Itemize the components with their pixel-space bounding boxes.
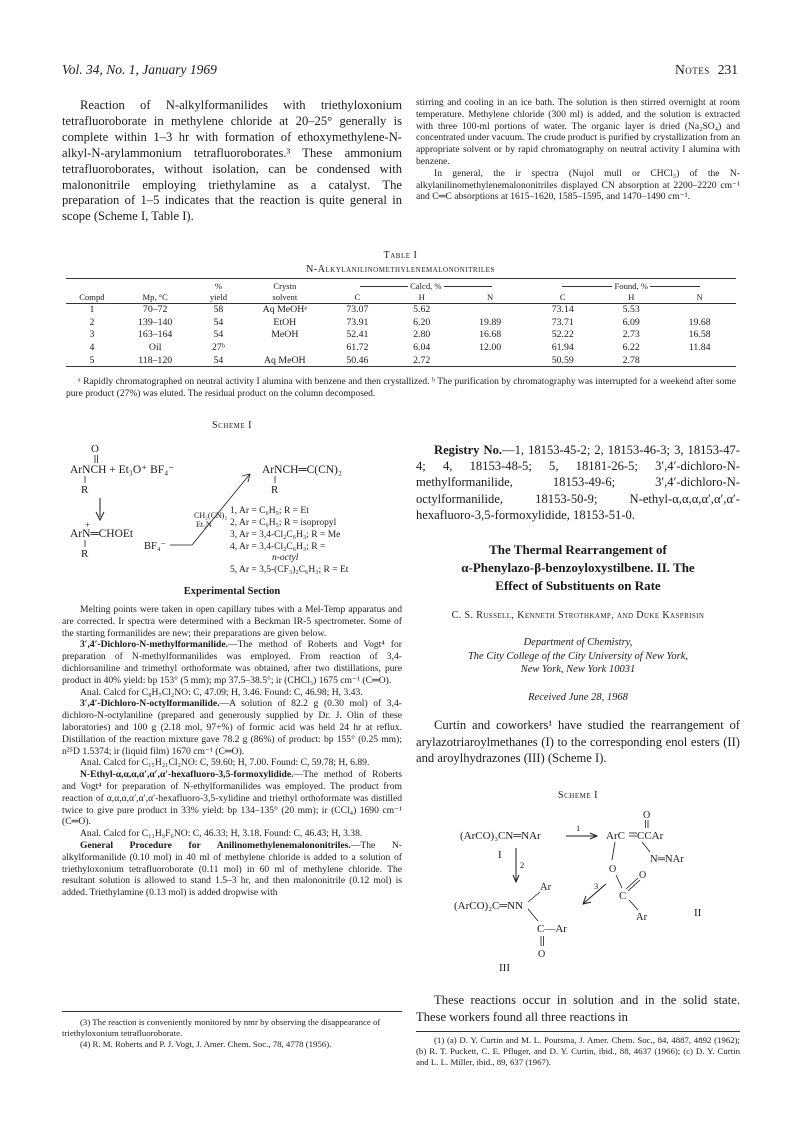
- procedure-text: stirring and cooling in an ice bath. The solution is then stirred overnight at room temperature. Methylene chloride (300 ml) is added, and the solution is extracted with three 100-ml portions of water. The organic layer is dried (Na₂SO₄) and concentrated under vacuum. The crude product is purified by crystallization from an appropriate solvent or by rapid chromatography on neutral activity I alumina with benzene.: [416, 97, 740, 167]
- experimental-para: [62, 769, 402, 828]
- page-number: 231: [717, 62, 738, 77]
- experimental-para: [62, 840, 402, 899]
- table-head-cell: H: [390, 291, 454, 303]
- o-ester: O: [609, 864, 617, 875]
- bond-line: [528, 892, 540, 902]
- table-head-cell: C: [325, 291, 389, 303]
- table-cell: Oil: [148, 342, 162, 354]
- table-cell: 54: [213, 329, 224, 341]
- table-cell: MeOH: [271, 329, 299, 341]
- compound-III-formula: (ArCO)₂C═NN: [454, 900, 524, 912]
- table-row: [66, 316, 736, 329]
- article-title: [416, 541, 740, 595]
- table-cell: 6.20: [413, 316, 431, 328]
- compound-heading: 3′,4′-Dichloro-N-octylformanilide.: [80, 698, 220, 710]
- table-header: [66, 291, 736, 303]
- arc-label: ArC: [606, 830, 625, 842]
- table-cell: 73.91: [346, 316, 369, 328]
- table-cell: 61.94: [551, 342, 574, 354]
- registry-paragraph: [416, 442, 740, 523]
- arrow-3-label: 3: [594, 881, 599, 891]
- article-intro: Curtin and coworkers¹ have studied the rearrangement of arylazotriaroylmethanes (I) to the corresponding enol esters (II) and aroylhydrazones (III) (Scheme I).: [416, 718, 740, 766]
- table-head-cell: solvent: [244, 291, 325, 303]
- found-group-header: [526, 280, 736, 291]
- table-head-cell: C: [526, 291, 599, 303]
- table-cell: 1: [89, 304, 95, 316]
- table-cell: 4: [89, 342, 95, 354]
- table-cell: 50.46: [325, 354, 389, 367]
- reactant-r: R: [81, 484, 89, 496]
- table-head-cell: yield: [193, 291, 245, 303]
- table-head-cell: H: [599, 291, 663, 303]
- table-head-cell: N: [663, 291, 736, 303]
- table-cell: 16.58: [688, 329, 711, 341]
- running-head-page: [675, 62, 738, 78]
- compound-2: 2, Ar = C₆H₅; R = isopropyl: [230, 518, 337, 528]
- n-nar-label: N═NAr: [650, 854, 684, 865]
- table-cell: 16.68: [479, 329, 502, 341]
- table-cell: [454, 303, 527, 316]
- table-head-cell: Crystn: [273, 280, 297, 291]
- affiliation-line: New York, New York 10031: [520, 664, 636, 675]
- footnote-rule-right: [416, 1031, 740, 1032]
- footnotes-left: [62, 1017, 402, 1049]
- carbonyl-o: O: [91, 443, 99, 455]
- table-header-top: [66, 280, 736, 291]
- table-cell: 54: [193, 354, 245, 367]
- table-cell: [663, 354, 736, 367]
- experimental-heading: Experimental Section: [183, 586, 281, 597]
- registry-text: —1, 18153-45-2; 2, 18153-46-3; 3, 18153-47-4; 4, 18153-48-5; 5, 18181-26-5; 3′,4′-dichloro-N-methylformanilide, 18153-49-6; 3′,4′-dichloro-N-octylformanilide, 18153-50-9; N-ethyl-α,α,α,α′,α′,α′-hexafluoro-3,5-formoxylidide, 18153-51-0.: [416, 443, 740, 522]
- procedure-continuation: [416, 97, 740, 203]
- table-cell: 73.14: [551, 304, 574, 316]
- table-cell: 52.41: [346, 329, 369, 341]
- table-cell: 6.04: [413, 342, 431, 354]
- table-cell: 6.09: [622, 316, 640, 328]
- experimental-body: [62, 604, 402, 899]
- analysis-line: Anal. Calcd for C₁₁H₉F₆NO: C, 46.33; H, 3.18. Found: C, 46.43; H, 3.38.: [80, 828, 363, 840]
- o-top: O: [643, 810, 651, 821]
- compound-III-label: III: [499, 962, 510, 974]
- table-cell: 27ᵇ: [212, 342, 225, 354]
- table-head-cell: %: [214, 280, 223, 291]
- registry-heading: Registry No.: [434, 443, 503, 457]
- table-cell: 163–164: [138, 329, 173, 341]
- bond-line: [629, 900, 638, 910]
- compound-I-label: I: [498, 849, 502, 861]
- reactant-formula: ArNCH + Et₃O⁺ BF₄⁻: [70, 464, 175, 476]
- data-table: [66, 280, 736, 367]
- intermediate-formula: ArN═CHOEt: [70, 528, 134, 540]
- table-footnote: ᵃ Rapidly chromatographed on neutral activity I alumina with benzene and then crystallized. ᵇ The purification by chromatography was interrupted for a weekend after some pure product (27%) was eluted. The residual product on the column decomposed.: [66, 377, 736, 399]
- table-head-cell: N: [454, 291, 527, 303]
- experimental-para: [62, 698, 402, 757]
- footnote-rule-left: [62, 1011, 402, 1012]
- table-cell: 11.84: [688, 342, 711, 354]
- product-formula: ArNCH═C(CN)₂: [262, 464, 342, 476]
- table-head-cell: Mp, °C: [118, 291, 193, 303]
- compound-text: —A solution of 82.2 g (0.30 mol) of 3,4-dichloro-N-octylaniline (prepared and generously supplied by Dr. J. Olin of these laboratories) and 100 g (2.18 mol, 97+%) of formic acid was held 24 hr at reflux. Distillation of the reaction mixture gave 78.2 g (86%) of product: bp 155° (0.25 mm); n²⁵D 1.5374; ir (liquid film) 1670 cm⁻¹ (C═O).: [62, 698, 402, 757]
- compound-II-label: II: [694, 907, 702, 919]
- table-cell: 19.68: [688, 316, 711, 328]
- table-cell: 19.89: [479, 316, 502, 328]
- bond-line: [616, 875, 622, 888]
- reagent-triethylamine: Et₃N: [196, 520, 212, 529]
- ccar-label: CCAr: [637, 830, 664, 842]
- table-cell: Aq MeOHᵃ: [262, 304, 307, 316]
- product-r: R: [271, 484, 279, 496]
- scheme-diagram-right: [416, 806, 740, 976]
- table-cell: 5: [66, 354, 118, 367]
- table-head-cell: [66, 280, 118, 291]
- table-cell: 61.72: [346, 342, 369, 354]
- table-cell: 73.71: [551, 316, 574, 328]
- article-para: These reactions occur in solution and in the solid state. These workers found all three reactions in: [416, 993, 740, 1024]
- table-title: N-Alkylanilinomethylenemalononitriles: [306, 264, 495, 275]
- table-cell: 73.07: [346, 304, 369, 316]
- table-cell: 2: [89, 316, 95, 328]
- affiliation: [416, 636, 740, 677]
- scheme-diagram-left: [62, 436, 407, 576]
- received-date: Received June 28, 1968: [528, 692, 628, 703]
- table-cell: [663, 303, 736, 316]
- table-cell: 139–140: [138, 316, 173, 328]
- compound-4-cont: n-octyl: [272, 553, 299, 563]
- title-line: Effect of Substituents on Rate: [495, 578, 661, 593]
- compound-1: 1, Ar = C₆H₅; R = Et: [230, 506, 309, 516]
- bond-line: [642, 842, 650, 852]
- section-name: Notes: [675, 62, 710, 77]
- compound-heading: 3′,4′-Dichloro-N-methylformanilide.: [80, 639, 229, 651]
- table-cell: 52.22: [551, 329, 574, 341]
- o-bottom: O: [538, 949, 546, 960]
- ir-paragraph: In general, the ir spectra (Nujol mull or CHCl₃) of the N-alkylanilinomethylenemalononitriles displayed CN absorption at 2200–2220 cm⁻¹ and C═C absorptions at 1615–1620, 1585–1595, and 1470–1490 cm⁻¹.: [416, 167, 740, 203]
- arrow-1-label: 1: [576, 823, 581, 833]
- footnote-3: (3) The reaction is conveniently monitored by nmr by observing the disappearance of triethyloxonium tetrafluoroborate.: [62, 1017, 381, 1038]
- analysis-line: Anal. Calcd for C₁₅H₂₁Cl₂NO: C, 59.60; H, 7.00. Found: C, 59.78; H, 6.89.: [80, 757, 370, 769]
- table-cell: 3: [89, 329, 95, 341]
- table-row: [66, 341, 736, 354]
- compound-3: 3, Ar = 3,4-Cl₂C₆H₃; R = Me: [230, 530, 341, 540]
- intro-paragraph: Reaction of N-alkylformanilides with triethyloxonium tetrafluoroborate in methylene chloride at 20–25° generally is complete within 1–3 hr with formation of ethoxymethylene-N-alkyl-N-arylammonium tetrafluoroborates.³ These ammonium tetrafluoroborates, without isolation, can be condensed with malononitrile employing triethylamine as a catalyst. The preparation of 1–5 indicates that the reaction is quite general in scope (Scheme I, Table I).: [62, 98, 402, 224]
- table-cell: [244, 341, 325, 354]
- compound-5: 5, Ar = 3,5-(CF₃)₂C₆H₃; R = Et: [230, 565, 349, 575]
- table-cell: 50.59: [526, 354, 599, 367]
- footnote-4: (4) R. M. Roberts and P. J. Vogt, J. Amer. Chem. Soc., 78, 4778 (1956).: [80, 1038, 332, 1049]
- compound-I-formula: (ArCO)₃CN═NAr: [460, 830, 541, 842]
- table-cell: 54: [213, 316, 224, 328]
- ar-label: Ar: [540, 882, 552, 893]
- experimental-intro: Melting points were taken in open capillary tubes with a Mel-Temp apparatus and are corrected. Ir spectra were determined with a Beckman IR-5 spectrometer. Some of the starting formanilides are new; their preparations are given below.: [62, 604, 402, 639]
- compound-heading: N-Ethyl-α,α,α,α′,α′,α′-hexafluoro-3,5-formoxylidide.: [80, 769, 294, 781]
- plus-charge: +: [85, 520, 91, 530]
- c-ar-label: C—Ar: [537, 923, 567, 935]
- scheme-label-left: Scheme I: [212, 420, 252, 431]
- table-cell: EtOH: [273, 316, 297, 328]
- table-cell: 5.53: [622, 304, 640, 316]
- affiliation-line: The City College of the City University of New York,: [467, 650, 689, 662]
- affiliation-line: Department of Chemistry,: [523, 637, 633, 648]
- procedure-heading: General Procedure for Anilinomethylenemalononitriles.: [80, 839, 351, 851]
- calcd-group-header: [325, 280, 526, 291]
- experimental-para: [62, 639, 402, 686]
- table-row: [66, 354, 736, 367]
- compound-text: —The method of Roberts and Vogt⁴ for preparation of N-methylformanilides was employed. From reaction of 3,4-dichloroaniline and trimethyl orthoformate was obtained, after two distillations, pure product in 40% yield: bp 153° (5 mm); mp 37.5–38.5°; ir (CHCl₃) 1675 cm⁻¹ (C═O).: [62, 639, 402, 686]
- found-label: Found, %: [614, 280, 648, 291]
- bond-line: [612, 842, 615, 860]
- table-cell: 2.72: [390, 354, 454, 367]
- running-head-journal: Vol. 34, No. 1, January 1969: [62, 62, 217, 77]
- table-head-cell: Compd: [66, 291, 118, 303]
- reagent-malononitrile: CH₂(CN)₂: [194, 511, 228, 520]
- scheme-label-right: Scheme I: [558, 790, 598, 801]
- table-row: [66, 329, 736, 342]
- analysis-line: Anal. Calcd for C₈H₇Cl₂NO: C, 47.09; H, 3.46. Found: C, 46.98; H, 3.43.: [80, 686, 363, 698]
- title-line: The Thermal Rearrangement of: [489, 542, 667, 557]
- table-cell: Aq MeOH: [244, 354, 325, 367]
- intermediate-r: R: [81, 548, 89, 560]
- calcd-label: Calcd, %: [410, 280, 442, 291]
- table-cell: 12.00: [479, 342, 502, 354]
- table-row: [66, 303, 736, 316]
- compound-4: 4, Ar = 3,4-Cl₂C₆H₃; R =: [230, 542, 326, 552]
- o-carbonyl: O: [639, 870, 647, 881]
- c-ester: C: [619, 890, 627, 902]
- table-cell: [454, 354, 527, 367]
- compound-text: —The method of Roberts and Vogt⁴ for preparation of N-ethylformanilides was employed. The product from reaction of α,α,α,α′,α′,α′-hexafluoro-3,5-xylidine and triethyl orthoformate was distilled twice to give pure product in 33% yield: bp 134–135° (20 mm); ir (CCl₄) 1690 cm⁻¹ (C═O).: [62, 769, 402, 828]
- table-label: Table I: [383, 250, 418, 261]
- table-cell: 2.73: [622, 329, 640, 341]
- intermediate-bf4: BF₄⁻: [144, 541, 167, 552]
- table-top-rule: [66, 278, 736, 279]
- bond-line: [528, 909, 538, 921]
- procedure-text: —The N-alkylformanilide (0.10 mol) in 40 ml of methylene chloride is added to a solution of triethyloxonium tetrafluoroborate (0.11 mol) in 60 ml of methylene chloride. The resultant solution is allowed to stand 1.5–3 hr, and then malononitrile (0.12 mol) is added. Triethylamine (0.13 mol) is added dropwise with: [62, 839, 402, 899]
- table-cell: 58: [213, 304, 224, 316]
- table-cell: 2.78: [599, 354, 663, 367]
- table-cell: 70–72: [142, 304, 168, 316]
- table-cell: 6.22: [622, 342, 640, 354]
- table-cell: 2.80: [413, 329, 431, 341]
- arrow-2-label: 2: [520, 860, 525, 870]
- table-head-cell: [118, 280, 193, 291]
- title-line: α-Phenylazo-β-benzoyloxystilbene. II. The: [461, 560, 695, 575]
- ar-label: Ar: [636, 912, 648, 923]
- table-cell: 118–120: [118, 354, 193, 367]
- table-cell: 5.62: [413, 304, 431, 316]
- footnotes-right: [416, 1035, 740, 1067]
- article-authors: C. S. Russell, Kenneth Strothkamp, and Duke Kasprisin: [451, 610, 705, 621]
- footnote-1: (1) (a) D. Y. Curtin and M. L. Poutsma, J. Amer. Chem. Soc., 84, 4887, 4892 (1962); (b) R. T. Puckett, C. E. Pfluger, and D. Y. Curtin, ibid., 88, 4637 (1966); (c) D. Y. Curtin and L. L. Miller, ibid., 89, 637 (1967).: [416, 1035, 740, 1067]
